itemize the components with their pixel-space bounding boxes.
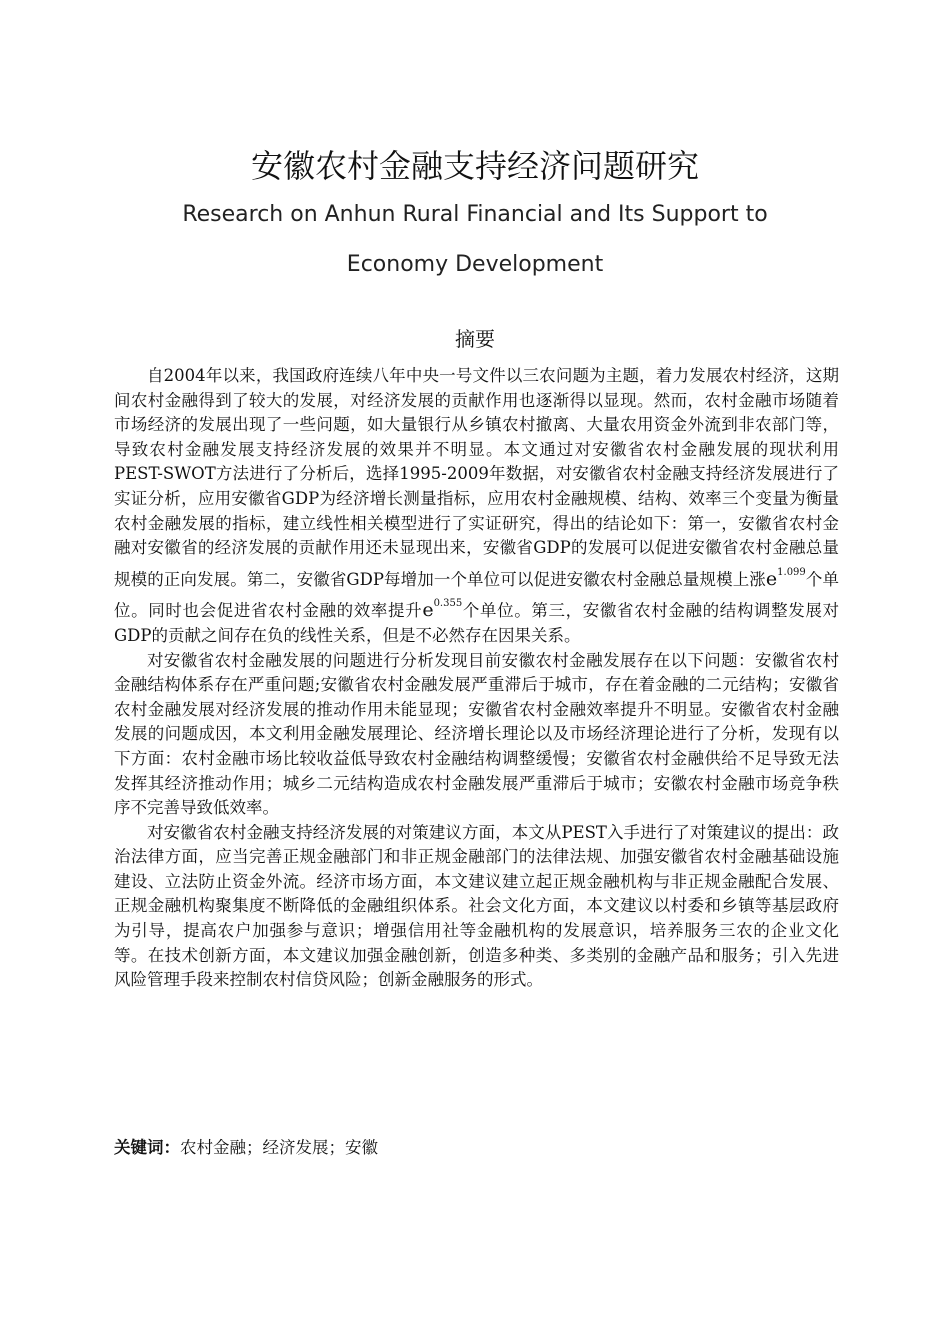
- keywords-value: 农村金融；经济发展；安徽: [180, 1138, 378, 1157]
- keywords-label: 关键词：: [114, 1138, 180, 1157]
- abstract-paragraph-1: [114, 364, 839, 649]
- abstract-paragraph-3: 对安徽省农村金融支持经济发展的对策建议方面，本文从PEST入手进行了对策建议的提出：政治法律方面，应当完善正规金融部门和非正规金融部门的法律法规、加强安徽省农村金融基础设施建设、立法防止资金外流。经济市场方面，本文建议建立起正规金融机构与非正规金融配合发展、正规金融机构聚集度不断降低的金融组织体系。社会文化方面，本文建议以村委和乡镇等基层政府为引导，提高农户加强参与意识；增强信用社等金融机构的发展意识，培养服务三农的企业文化等。在技术创新方面，本文建议加强金融创新，创造多种类、多类别的金融产品和服务；引入先进风险管理手段来控制农村信贷风险；创新金融服务的形式。: [114, 822, 839, 990]
- keywords-line: [114, 1136, 378, 1160]
- abstract-text-part-1: 自2004年以来，我国政府连续八年中央一号文件以三农问题为主题，着力发展农村经济，这期间农村金融得到了较大的发展，对经济发展的贡献作用也逐渐得以显现。然而，农村金融市场随着市场经济的发展出现了一些问题，如大量银行从乡镇农村撤离、大量农用资金外流到非农部门等，导致农村金融发展支持经济发展的效果并不明显。本文通过对安徽省农村金融发展的现状利用PEST-SWOT方法进行了分析后，选择1995-2009年数据，对安徽省农村金融支持经济发展进行了实证分析，应用安徽省GDP为经济增长测量指标，应用农村金融规模、结构、效率三个变量为衡量农村金融发展的指标，建立线性相关模型进行了实证研究，得出的结论如下：第一，安徽省农村金融对安徽省的经济发展的贡献作用还未显现出来，安徽省GDP的发展可以促进安徽省农村金融总量规模的正向发展。第二，安徽省GDP每增加一个单位可以促进安徽农村金融总量规模上涨: [114, 366, 839, 589]
- abstract-heading: 摘要: [455, 327, 495, 351]
- exponent-base-1: e: [765, 567, 778, 590]
- exponent-base-2: e: [422, 599, 434, 622]
- abstract-paragraph-2: 对安徽省农村金融发展的问题进行分析发现目前安徽农村金融发展存在以下问题：安徽省农村金融结构体系存在严重问题;安徽省农村金融发展严重滞后于城市，存在着金融的二元结构；安徽省农村金融发展对经济发展的推动作用未能显现；安徽省农村金融效率提升不明显。安徽省农村金融发展的问题成因，本文利用金融发展理论、经济增长理论以及市场经济理论进行了分析，发现有以下方面：农村金融市场比较收益低导致农村金融结构调整缓慢；安徽省农村金融供给不足导致无法发挥其经济推动作用；城乡二元结构造成农村金融发展严重滞后于城市；安徽农村金融市场竞争秩序不完善导致低效率。: [114, 650, 839, 818]
- abstract-text-part-2: 个单位。同时也会促进省农村金融的效率提升: [114, 569, 840, 621]
- exponent-value-1: 1.099: [777, 566, 806, 578]
- page-title: 安徽农村金融支持经济问题研究: [250, 147, 699, 185]
- abstract-text-part-3: 个单位。第三，安徽省农村金融的结构调整发展对GDP的贡献之间存在负的线性关系，但是不必然存在因果关系。: [114, 601, 840, 645]
- english-title: Research on Anhun Rural Financial and Its Support to Economy Development: [182, 202, 768, 277]
- abstract-body: [114, 364, 839, 993]
- exponent-value-2: 0.355: [433, 598, 463, 610]
